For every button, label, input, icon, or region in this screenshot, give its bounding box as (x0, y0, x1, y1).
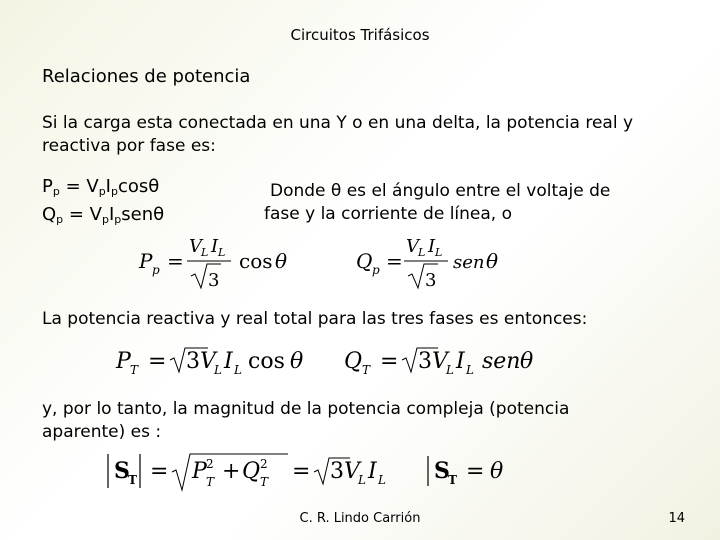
svg-text:P: P (192, 459, 207, 484)
svg-text:θ: θ (490, 459, 504, 484)
svg-text:cos: cos (239, 249, 273, 273)
svg-text:3: 3 (330, 459, 344, 484)
total-power-text: La potencia reactiva y real total para las tres fases es entonces: (42, 309, 588, 329)
svg-text:=: = (386, 249, 403, 273)
slide-header: Circuitos Trifásicos (290, 26, 430, 44)
svg-text:L: L (218, 246, 226, 259)
svg-text:cos: cos (248, 349, 285, 374)
svg-text:p: p (152, 263, 160, 277)
svg-text:L: L (435, 246, 443, 259)
svg-text:S: S (114, 458, 130, 484)
section-title: Relaciones de potencia (42, 66, 251, 87)
svg-text:L: L (201, 246, 209, 259)
svg-text:2: 2 (260, 457, 268, 471)
svg-text:V: V (432, 349, 448, 374)
svg-text:L: L (358, 473, 366, 487)
svg-text:p: p (372, 263, 380, 277)
svg-text:=: = (380, 349, 399, 374)
svg-text:S: S (434, 458, 450, 484)
svg-text:T: T (448, 473, 457, 487)
svg-text:I: I (368, 459, 377, 484)
svg-text:L: L (378, 473, 386, 487)
svg-text:sen: sen (482, 349, 521, 374)
equation-qt (340, 340, 550, 382)
svg-text:L: L (446, 363, 454, 377)
svg-text:θ: θ (520, 349, 534, 374)
svg-text:=: = (150, 459, 169, 484)
per-phase-real-power: $P_p = V_pI_p\cos\theta$ (42, 176, 160, 198)
donde-line-2: fase y la corriente de línea, o (264, 204, 513, 224)
svg-text:Q: Q (356, 249, 373, 273)
svg-text:2: 2 (206, 457, 214, 471)
equation-st-magnitude (100, 448, 400, 496)
svg-text:T: T (362, 363, 371, 377)
svg-text:=: = (292, 459, 311, 484)
svg-text:3: 3 (186, 349, 200, 374)
svg-text:T: T (260, 475, 269, 489)
svg-text:T: T (206, 475, 215, 489)
equation-pt (112, 340, 322, 382)
intro-paragraph (42, 112, 682, 158)
svg-text:θ: θ (290, 349, 304, 374)
magnitude-line-1: y, por lo tanto, la magnitud de la potencia compleja (potencia (42, 399, 570, 419)
svg-text:sen: sen (453, 252, 485, 273)
svg-text:L: L (466, 363, 474, 377)
svg-text:V: V (344, 459, 360, 484)
svg-text:Q: Q (344, 349, 363, 374)
svg-text:V: V (189, 236, 202, 257)
intro-line-2: reactiva por fase es: (42, 136, 216, 156)
page-number: 14 (668, 511, 685, 526)
magnitude-line-2: aparente) es : (42, 422, 162, 442)
svg-text:I: I (428, 236, 436, 257)
intro-line-1: Si la carga esta conectada en una Y o en una delta, la potencia real y (42, 113, 634, 133)
svg-text:I: I (456, 349, 465, 374)
svg-text:=: = (466, 459, 485, 484)
theta-explanation (264, 180, 664, 226)
svg-text:θ: θ (486, 249, 499, 273)
svg-text:I: I (211, 236, 219, 257)
svg-text:3: 3 (418, 349, 432, 374)
donde-line-1: Donde θ es el ángulo entre el voltaje de (270, 181, 611, 201)
svg-text:L: L (214, 363, 222, 377)
svg-text:L: L (418, 246, 426, 259)
svg-text:θ: θ (275, 249, 288, 273)
svg-text:V: V (406, 236, 419, 257)
svg-text:P: P (116, 349, 131, 374)
svg-text:P: P (139, 249, 153, 273)
svg-text:T: T (130, 363, 139, 377)
equation-pp-line (135, 230, 305, 292)
footer-author: C. R. Lindo Carrión (299, 511, 421, 526)
svg-text:3: 3 (425, 270, 437, 291)
svg-text:Q: Q (242, 459, 261, 484)
svg-text:L: L (234, 363, 242, 377)
svg-text:V: V (200, 349, 216, 374)
equation-st-angle (420, 448, 520, 496)
svg-text:3: 3 (208, 270, 220, 291)
magnitude-paragraph (42, 398, 662, 444)
equation-qp-line (352, 230, 512, 292)
svg-text:I: I (224, 349, 233, 374)
per-phase-reactive-power: $Q_p = V_pI_psen\theta$ (42, 204, 165, 226)
svg-text:=: = (167, 249, 184, 273)
svg-text:=: = (148, 349, 167, 374)
svg-text:T: T (128, 473, 137, 487)
svg-text:+: + (222, 459, 241, 484)
